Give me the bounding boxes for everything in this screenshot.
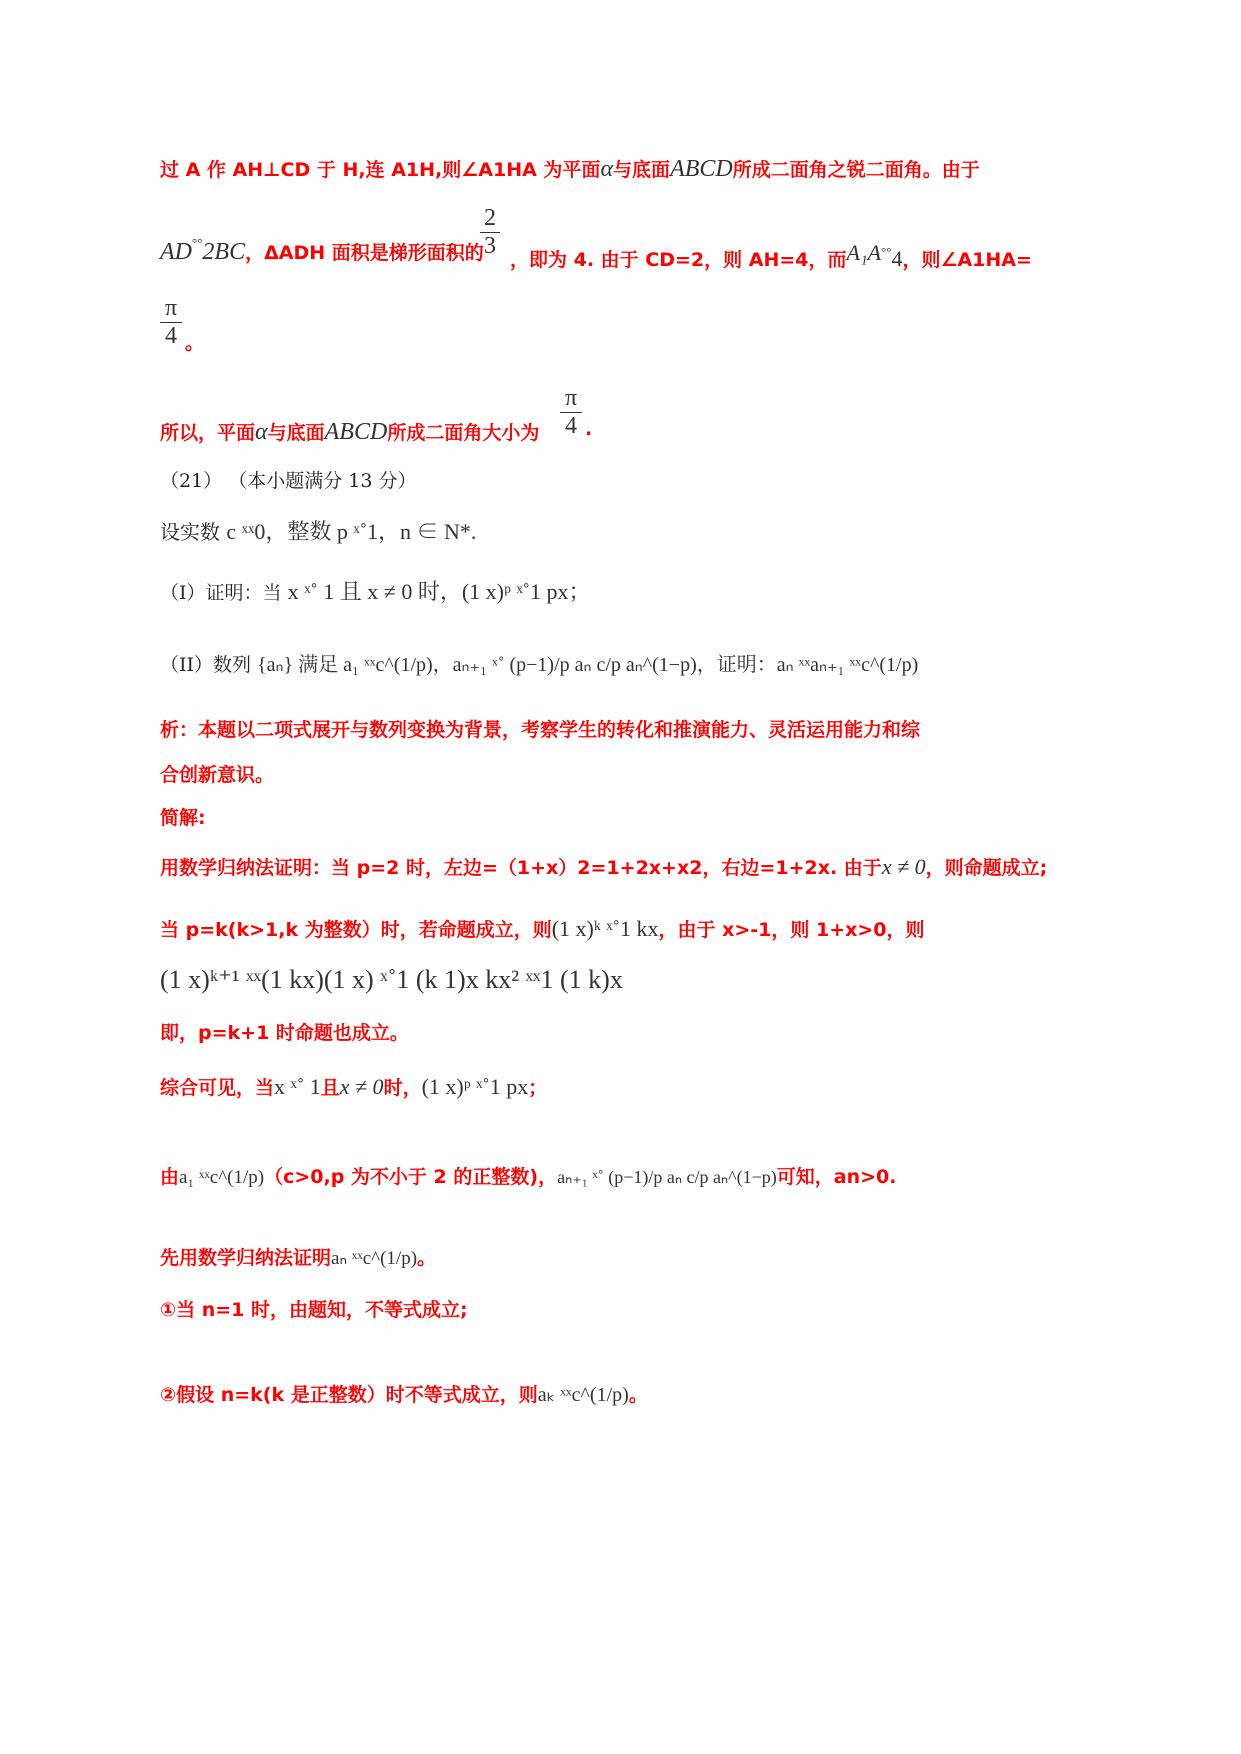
text-segment: 设实数 bbox=[160, 520, 220, 544]
fraction-denominator: 4 bbox=[560, 412, 582, 440]
math-premise: c ˣˣ0，整数 p ˣ˚1，n ∈ N*. bbox=[226, 519, 477, 544]
math-recurrence: aₙ₊₁ ˣ˚ (p−1)/p aₙ c/p aₙ^(1−p) bbox=[557, 1167, 777, 1187]
text-segment: 所以，平面 bbox=[160, 422, 256, 444]
math-an: aₙ ˣˣc^(1/p) bbox=[331, 1248, 418, 1269]
math-part-i: x ˣ˚ 1 且 x ≠ 0 时，(1 x)ᵖ ˣ˚1 px； bbox=[287, 579, 591, 604]
text-segment: 所成二面角大小为 bbox=[387, 422, 540, 444]
brief-solution-label bbox=[160, 803, 206, 830]
from-line bbox=[160, 1162, 896, 1189]
induction-line-2 bbox=[160, 915, 925, 942]
text-segment: 所成二面角之锐二面角。由于 bbox=[732, 159, 980, 181]
text-line-2b bbox=[510, 240, 1032, 272]
text-line-4-end bbox=[585, 418, 592, 440]
math-a1: a₁ ˣˣc^(1/p) bbox=[179, 1167, 265, 1188]
text-line-4 bbox=[160, 418, 539, 446]
text-segment: ，即为 4. 由于 CD=2，则 AH=4，而 bbox=[510, 249, 847, 271]
text-segment: 即，p=k+1 时命题也成立。 bbox=[160, 1022, 409, 1044]
question-part-ii bbox=[160, 648, 918, 677]
fraction-pi-over-4 bbox=[160, 295, 182, 350]
analysis-line-1 bbox=[160, 715, 920, 742]
text-segment: 合创新意识。 bbox=[160, 764, 275, 786]
math-abcd: ABCD bbox=[670, 156, 733, 182]
text-line-2 bbox=[160, 235, 484, 266]
question-premise bbox=[160, 515, 476, 546]
fraction-numerator: π bbox=[164, 295, 178, 321]
induction-line-4 bbox=[160, 1018, 409, 1045]
analysis-line-2 bbox=[160, 760, 274, 787]
math-inequality: (1 x)ᵖ ˣ˚1 px bbox=[421, 1074, 529, 1099]
math-four: 4 bbox=[891, 246, 903, 271]
fraction-denominator: 3 bbox=[480, 232, 500, 260]
text-segment: 由 bbox=[160, 1166, 180, 1188]
text-segment: 。 bbox=[185, 332, 205, 354]
text-segment: 且 bbox=[320, 1077, 340, 1099]
text-line-1 bbox=[160, 155, 980, 183]
text-segment: ②假设 n=k(k 是正整数）时不等式成立，则 bbox=[160, 1384, 538, 1406]
text-segment: （21） （本小题满分 13 分） bbox=[160, 470, 417, 492]
text-segment: （c>0,p 为不小于 2 的正整数)， bbox=[264, 1166, 558, 1188]
text-segment: 当 p=k(k>1,k 为整数）时，若命题成立，则 bbox=[160, 919, 552, 941]
fraction-numerator: 2 bbox=[484, 205, 496, 231]
math-ak: aₖ ˣˣc^(1/p) bbox=[537, 1384, 629, 1406]
text-segment: 与底面 bbox=[267, 422, 325, 444]
fraction-pi-over-4 bbox=[560, 385, 582, 440]
text-segment: . bbox=[585, 418, 593, 440]
step-1-line bbox=[160, 1295, 468, 1322]
text-segment: 可知，an>0. bbox=[776, 1166, 897, 1188]
text-segment: 先用数学归纳法证明 bbox=[160, 1247, 332, 1269]
math-expansion: (1 x)ᵏ⁺¹ ˣˣ(1 kx)(1 x) ˣ˚1 (k 1)x kx² ˣˣ1 (1 k)x bbox=[160, 965, 623, 994]
text-segment: 过 A 作 AH⊥CD 于 H,连 A1H,则∠A1HA 为平面 bbox=[160, 159, 601, 181]
math-inequality: (1 x)ᵏ ˣ˚1 kx bbox=[551, 916, 659, 941]
math-operator: °° bbox=[192, 235, 203, 250]
math-alpha: α bbox=[600, 156, 614, 182]
step-2-line bbox=[160, 1380, 648, 1407]
first-line bbox=[160, 1243, 436, 1270]
math-x-ne-0: x ≠ 0 bbox=[339, 1074, 384, 1099]
fraction-denominator: 4 bbox=[160, 322, 182, 350]
text-segment: 简解: bbox=[160, 807, 206, 829]
math-operator: °° bbox=[881, 244, 892, 259]
math-alpha: α bbox=[255, 419, 268, 445]
fraction-two-thirds bbox=[480, 205, 500, 260]
text-segment: 综合可见，当 bbox=[160, 1077, 275, 1099]
text-segment: ，则命题成立; bbox=[925, 857, 1048, 879]
text-segment: 时， bbox=[383, 1077, 422, 1099]
math-a1a: A₁A bbox=[846, 240, 882, 265]
question-21-header bbox=[160, 466, 416, 493]
text-segment: 用数学归纳法证明：当 p=2 时，左边=（1+x）2=1+2x+x2，右边=1+2x. 由于 bbox=[160, 857, 882, 879]
text-segment: 与底面 bbox=[613, 159, 671, 181]
text-segment: 。 bbox=[628, 1384, 648, 1406]
text-segment: （I）证明：当 bbox=[160, 582, 282, 604]
text-segment: 。 bbox=[417, 1247, 437, 1269]
text-segment: 析：本题以二项式展开与数列变换为背景，考察学生的转化和推演能力、灵活运用能力和综 bbox=[160, 719, 921, 741]
text-segment: ，则∠A1HA= bbox=[902, 249, 1032, 271]
text-segment: （II）数列 bbox=[160, 654, 252, 676]
math-x-gt-neg1: x ˣ˚ 1 bbox=[274, 1074, 321, 1099]
math-x-ne-0: x ≠ 0 bbox=[881, 854, 926, 879]
math-2bc: 2BC bbox=[202, 239, 246, 265]
induction-line-3 bbox=[160, 965, 623, 995]
text-segment: ，由于 x>-1，则 1+x>0，则 bbox=[658, 919, 925, 941]
summary-line bbox=[160, 1073, 547, 1100]
math-part-ii: {aₙ} 满足 a₁ ˣˣc^(1/p)，aₙ₊₁ ˣ˚ (p−1)/p aₙ c/p aₙ^(1−p)，证明：aₙ ˣˣaₙ₊₁ ˣˣc^(1/p) bbox=[257, 654, 919, 676]
fraction-numerator: π bbox=[564, 385, 578, 411]
question-part-i bbox=[160, 575, 591, 606]
induction-line-1 bbox=[160, 853, 1047, 880]
text-segment: ，ΔADH 面积是梯形面积的 bbox=[245, 242, 484, 264]
text-segment: ①当 n=1 时，由题知，不等式成立; bbox=[160, 1299, 468, 1321]
text-segment: ； bbox=[528, 1077, 548, 1099]
math-abcd: ABCD bbox=[324, 419, 388, 445]
math-ad: AD bbox=[160, 239, 192, 265]
text-line-3 bbox=[185, 328, 204, 355]
